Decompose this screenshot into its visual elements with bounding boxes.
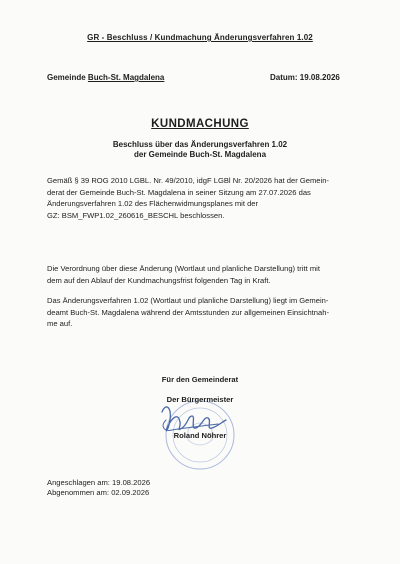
- municipality-name: Buch-St. Magdalena: [87, 73, 165, 82]
- mayor-role: Der Bürgermeister: [166, 395, 234, 404]
- posted-row: [47, 478, 150, 488]
- text-line: Gemäß § 39 ROG 2010 LGBL. Nr. 49/2010, idgF LGBl Nr. 20/2026 hat der Gemein-: [47, 176, 329, 185]
- municipality-label: Gemeinde: [47, 73, 86, 82]
- text-line: Das Änderungsverfahren 1.02 (Wortlaut und planliche Darstellung) liegt im Gemein-: [47, 296, 329, 305]
- document-title: KUNDMACHUNG: [151, 118, 249, 130]
- paragraph-public-inspection: [47, 295, 367, 330]
- text-line: Änderungsverfahren 1.02 des Flächenwidmungsplanes mit der: [47, 199, 259, 209]
- posted-value: 19.08.2026: [112, 478, 151, 487]
- text-line: GZ: BSM_FWP1.02_260616_BESCHL beschlossen.: [47, 211, 225, 221]
- handwritten-signature-icon: [162, 407, 226, 431]
- date-line: [270, 73, 340, 82]
- text-line: me auf.: [47, 319, 73, 329]
- mayor-name: Roland Nöhrer: [173, 431, 227, 440]
- document-subtitle: [0, 140, 400, 160]
- document-header: GR - Beschluss / Kundmachung Änderungsverfahren 1.02: [87, 33, 313, 42]
- council-label: Für den Gemeinderat: [161, 375, 239, 384]
- date-value: 19.08.2026: [299, 73, 340, 82]
- paragraph-resolution: [47, 175, 367, 222]
- posted-label: Angeschlagen am:: [47, 478, 110, 487]
- text-line: deamt Buch-St. Magdalena während der Amtsstunden zur allgemeinen Einsichtnah-: [47, 307, 329, 317]
- removed-label: Abgenommen am:: [47, 487, 110, 497]
- removed-value: 02.09.2026: [111, 487, 150, 497]
- subtitle-line: Beschluss über das Änderungsverfahren 1.02: [112, 140, 288, 149]
- paragraph-entry-into-force: [47, 263, 367, 286]
- text-line: dem auf den Ablauf der Kundmachungsfrist folgenden Tag in Kraft.: [47, 275, 271, 285]
- text-line: Die Verordnung über diese Änderung (Wortlaut und planliche Darstellung) tritt mit: [47, 264, 320, 273]
- subtitle-line: der Gemeinde Buch-St. Magdalena: [133, 150, 267, 159]
- removed-row: [47, 488, 150, 498]
- text-line: derat der Gemeinde Buch-St. Magdalena in seiner Sitzung am 27.07.2026 das: [47, 187, 311, 197]
- date-label: Datum:: [270, 73, 298, 82]
- posting-dates: [47, 478, 150, 497]
